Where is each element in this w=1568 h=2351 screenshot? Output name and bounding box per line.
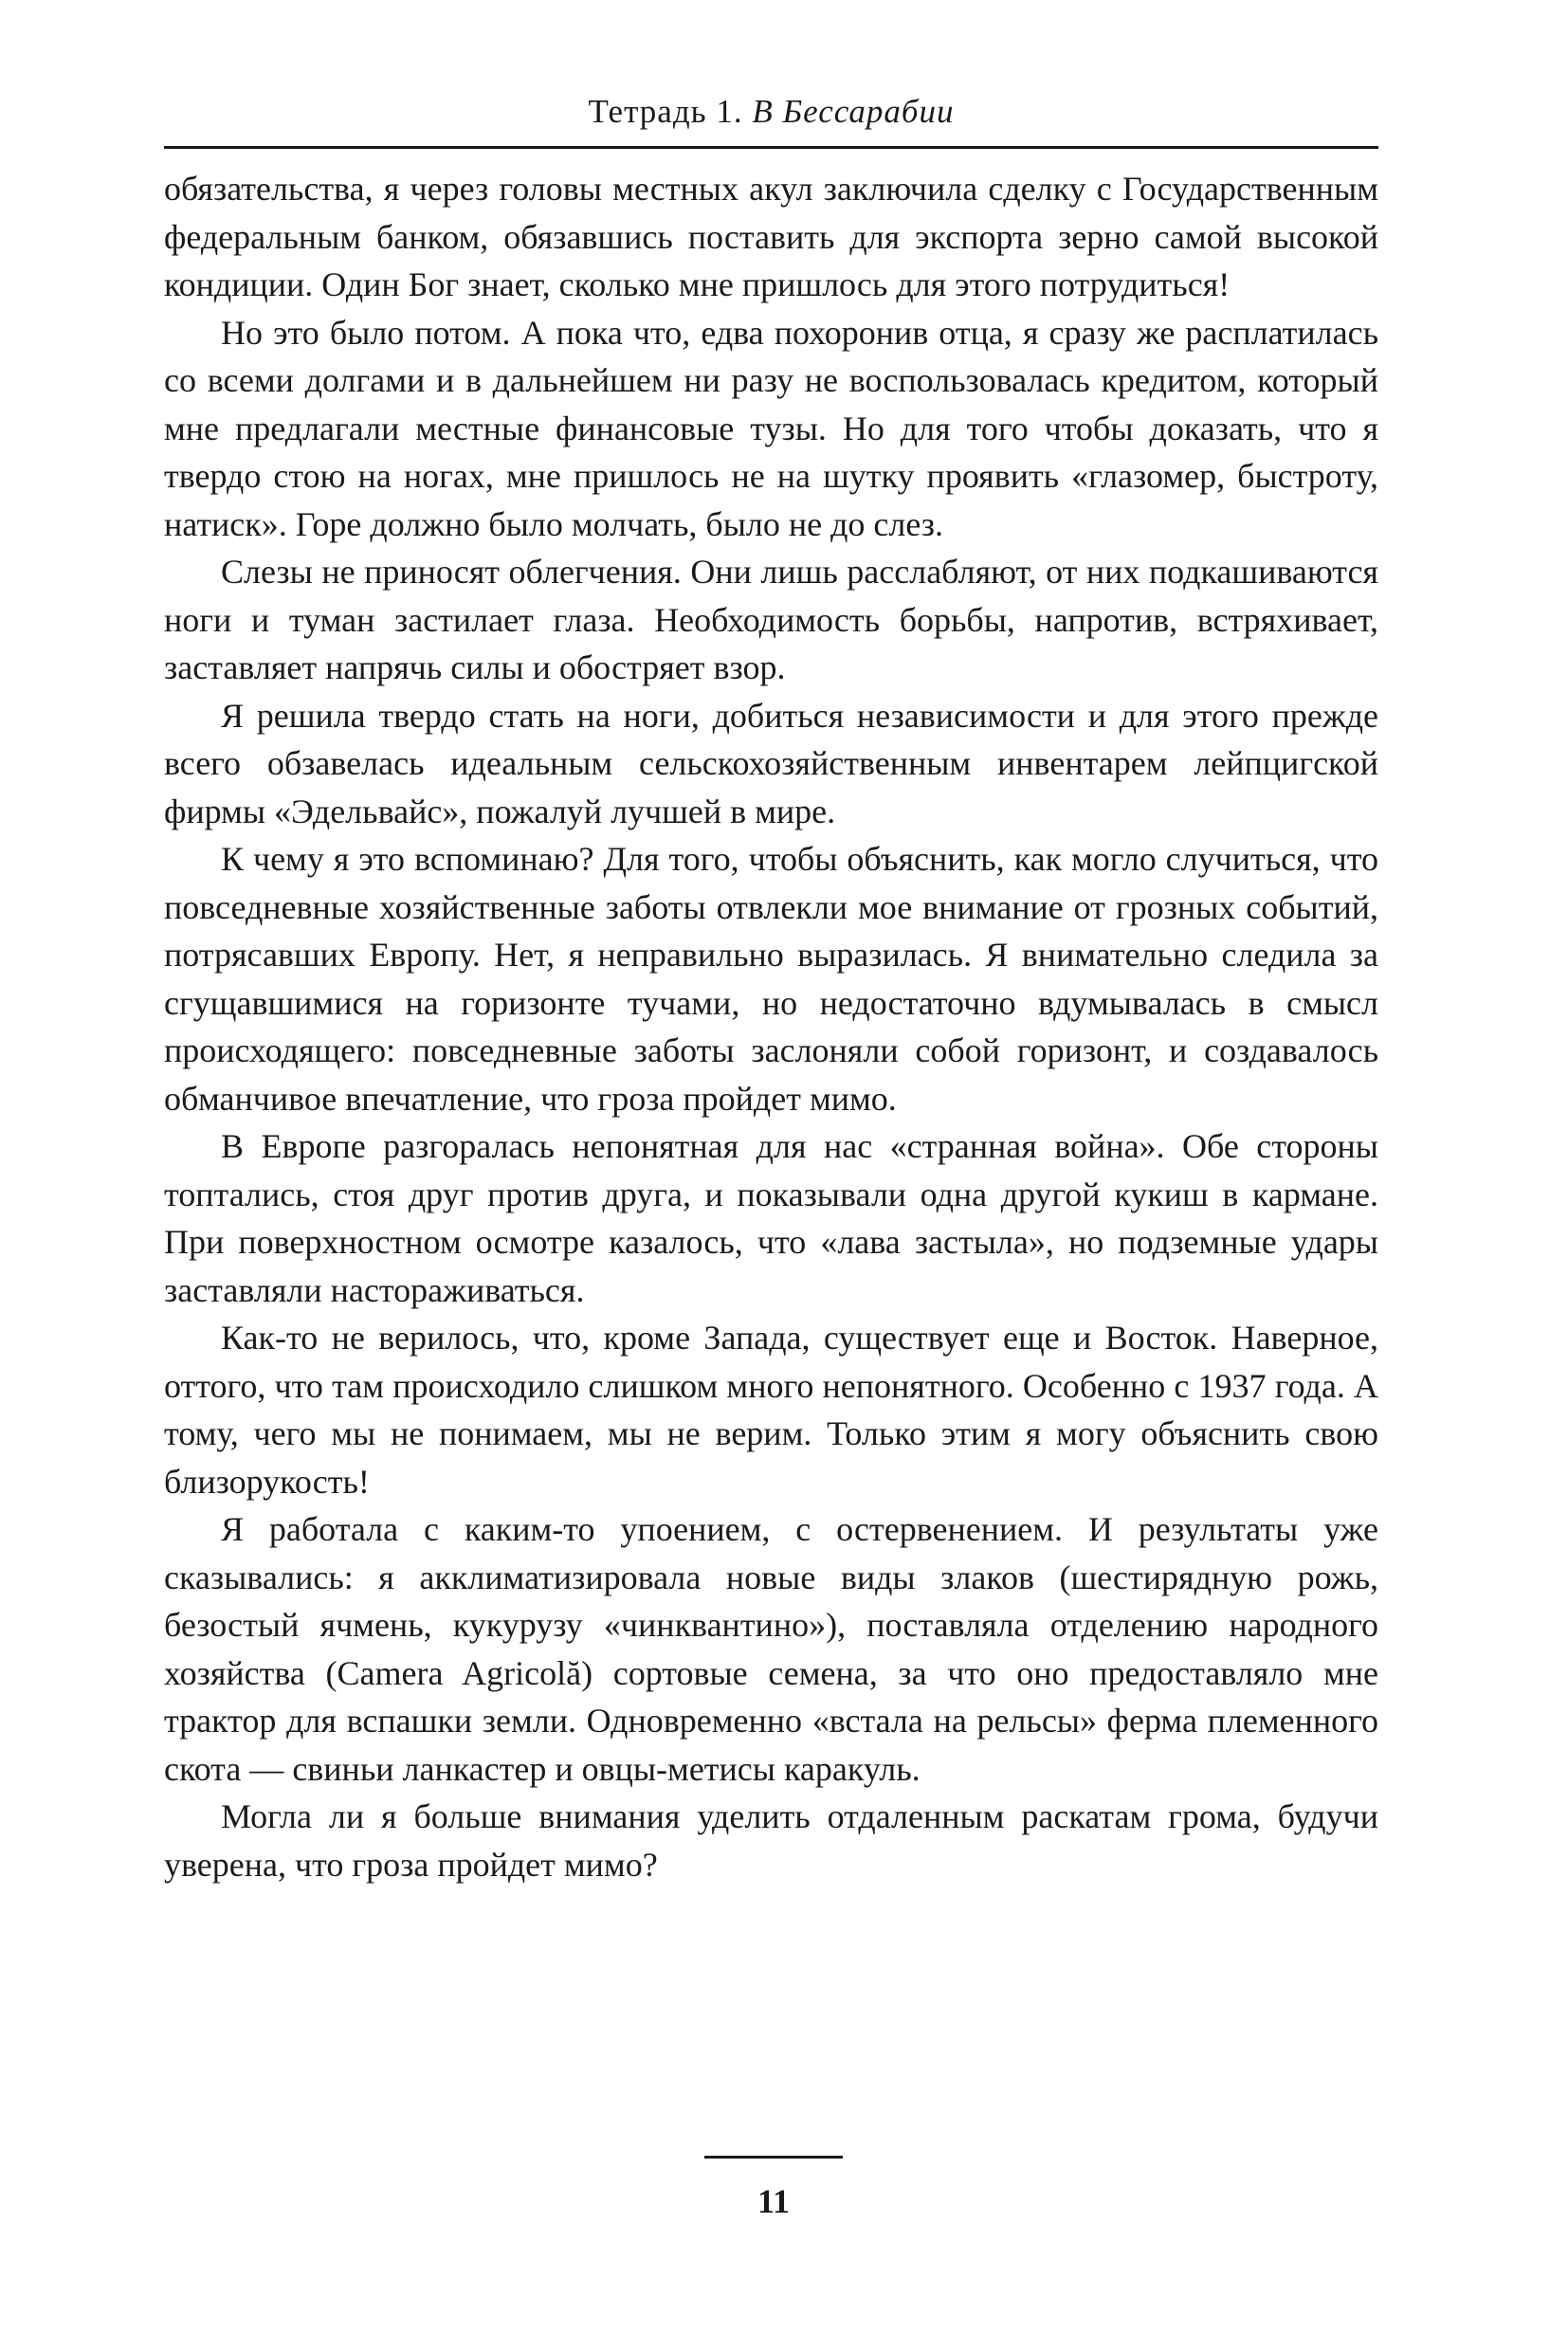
paragraph-1: обязательства, я через головы местных акул заключила сделку с Государственным федеральным банком, обязавшись поставить для экспорта зерно самой высокой кондиции. Один Бог знает, сколько мне пришлось для этого потрудиться! (164, 170, 1378, 303)
paragraph-8: Я работала с каким-то упоением, с остервенением. И результаты уже сказывались: я акклиматизировала новые виды злаков (шестирядную рожь, безостый ячмень, кукурузу «чинквантино»), поставляла отделению народного хозяйства (Camera Agricolă) сортовые семена, за что оно предоставляло мне трактор для вспашки земли. Одновременно «встала на рельсы» ферма племенного скота — свиньи ланкастер и овцы-метисы каракуль. (164, 1510, 1378, 1788)
paragraph-2: Но это было потом. А пока что, едва похоронив отца, я сразу же расплатилась со всеми долгами и в дальнейшем ни разу не воспользовалась кредитом, который мне предлагали местные финансовые тузы. Но для того чтобы доказать, что я твердо стою на ногах, мне пришлось не на шутку проявить «глазомер, быстроту, натиск». Горе должно было молчать, было не до слез. (164, 313, 1378, 543)
running-head-notebook: Тетрадь 1. (588, 93, 753, 130)
header-rule (164, 146, 1378, 149)
body-text (164, 165, 1378, 1888)
paragraph-4: Я решила твердо стать на ноги, добиться независимости и для этого прежде всего обзавелась идеальным сельскохозяйственным инвентарем лейпцигской фирмы «Эдельвайс», пожалуй лучшей в мире. (164, 696, 1378, 830)
paragraph-9: Могла ли я больше внимания уделить отдаленным раскатам грома, будучи уверена, что гроза пройдет мимо? (164, 1797, 1378, 1884)
running-head-chapter-title: В Бессарабии (752, 93, 955, 130)
footer-rule (704, 2156, 843, 2159)
running-head (164, 91, 1378, 133)
page-number: 11 (757, 2182, 790, 2220)
paragraph-7: Как-то не верилось, что, кроме Запада, существует еще и Восток. Наверное, оттого, что там происходило слишком много непонятного. Особенно с 1937 года. А тому, чего мы не понимаем, мы не верим. Только этим я могу объяснить свою близорукость! (164, 1319, 1378, 1501)
paragraph-6: В Европе разгоралась непонятная для нас «странная война». Обе стороны топтались, стоя друг против друга, и показывали одна другой кукиш в кармане. При поверхностном осмотре казалось, что «лава застыла», но подземные удары заставляли настораживаться. (164, 1127, 1378, 1309)
paragraph-5: К чему я это вспоминаю? Для того, чтобы объяснить, как могло случиться, что повседневные хозяйственные заботы отвлекли мое внимание от грозных событий, потрясавших Европу. Нет, я неправильно выразилась. Я внимательно следила за сгущавшимися на горизонте тучами, но недостаточно вдумывалась в смысл происходящего: повседневные заботы заслоняли собой горизонт, и создавалось обманчивое впечатление, что гроза пройдет мимо. (164, 840, 1378, 1118)
paragraph-3: Слезы не приносят облегчения. Они лишь расслабляют, от них подкашиваются ноги и туман застилает глаза. Необходимость борьбы, напротив, встряхивает, заставляет напрячь силы и обостряет взор. (164, 553, 1378, 686)
